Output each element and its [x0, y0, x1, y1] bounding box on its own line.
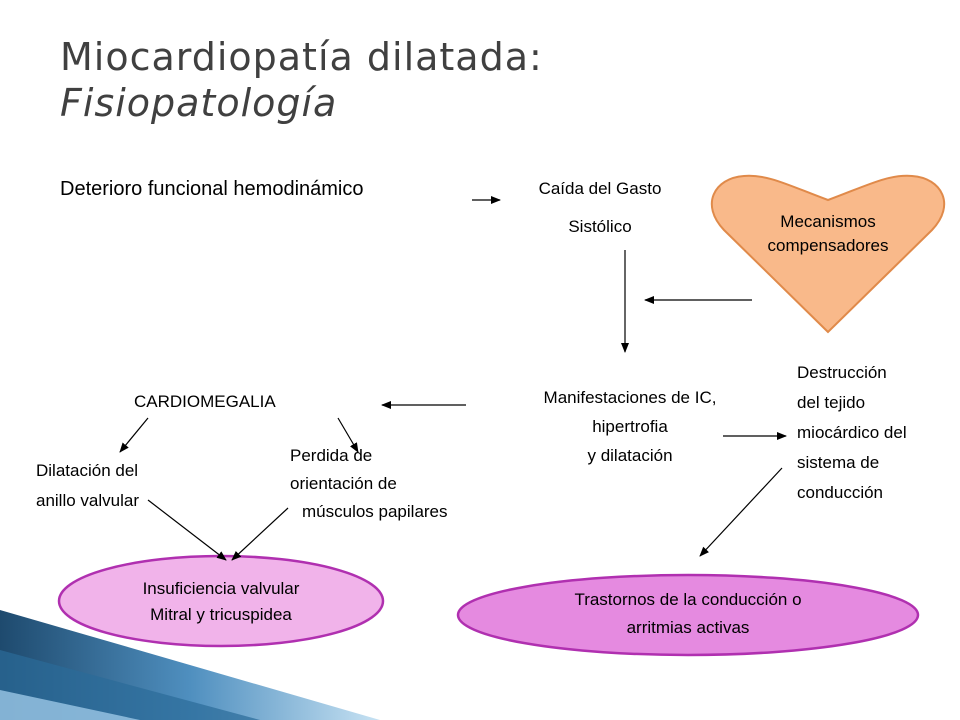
manif-line-3: y dilatación [587, 446, 673, 465]
trast-line-1: Trastornos de la conducción o [574, 590, 802, 609]
title-text: Miocardiopatía dilatada: [60, 35, 543, 79]
caida-line-2: Sistólico [568, 217, 632, 236]
slide-title [60, 34, 543, 126]
insuf-line-1: Insuficiencia valvular [142, 579, 300, 598]
node-dilatacion [36, 456, 139, 516]
perdida-line-1: Perdida de [290, 446, 373, 465]
node-caida-gasto [500, 170, 700, 246]
manif-line-2: hipertrofia [592, 417, 668, 436]
destruccion-line-3: miocárdico del [797, 423, 907, 442]
mecanismos-line-1: Mecanismos [780, 212, 876, 231]
arrow-cardio-dilatacion [120, 418, 148, 452]
arrow-perdida-insuf [232, 508, 288, 560]
insuf-line-2: Mitral y tricuspidea [150, 605, 292, 624]
node-mecanismos [728, 210, 928, 258]
node-destruccion [797, 358, 907, 508]
manif-line-1: Manifestaciones de IC, [543, 388, 717, 407]
destruccion-line-1: Destrucción [797, 363, 887, 382]
perdida-line-3: músculos papilares [302, 502, 448, 521]
trast-line-2: arritmias activas [626, 618, 750, 637]
node-cardiomegalia: CARDIOMEGALIA [134, 392, 276, 411]
node-insuficiencia [71, 576, 371, 628]
subtitle-text: Fisiopatología [60, 81, 338, 125]
destruccion-line-5: conducción [797, 483, 884, 502]
arrow-destruccion-trastornos [700, 468, 782, 556]
node-manifestaciones [495, 383, 765, 470]
dilatacion-line-2: anillo valvular [36, 491, 139, 510]
destruccion-line-2: del tejido [797, 393, 866, 412]
arrow-dilatacion-insuf [148, 500, 226, 560]
dilatacion-line-1: Dilatación del [36, 461, 139, 480]
perdida-line-2: orientación de [290, 474, 397, 493]
node-perdida [290, 442, 448, 526]
caida-line-1: Caída del Gasto [538, 179, 662, 198]
node-deterioro: Deterioro funcional hemodinámico [60, 178, 364, 200]
node-trastornos [478, 586, 898, 642]
destruccion-line-4: sistema de [797, 453, 880, 472]
mecanismos-line-2: compensadores [767, 236, 889, 255]
